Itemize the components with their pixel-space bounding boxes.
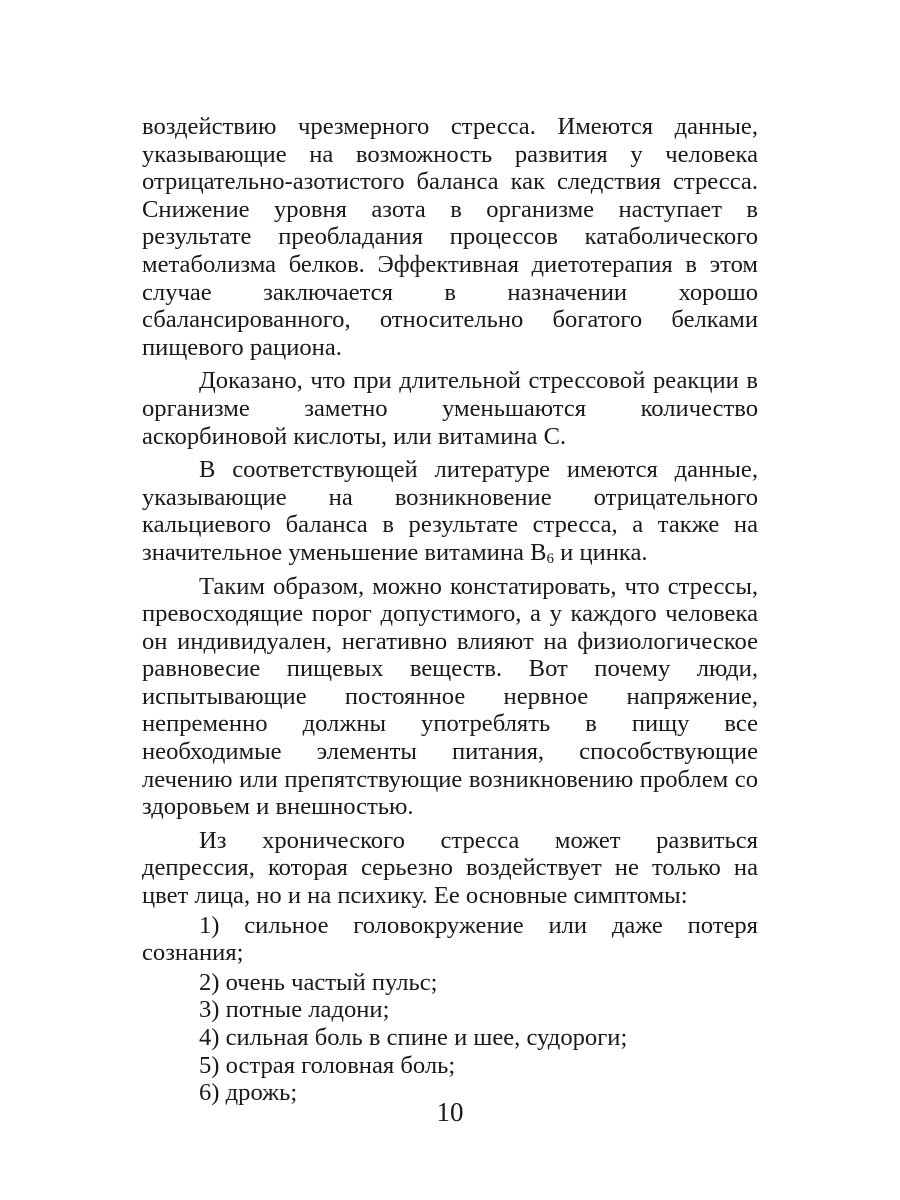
page-number: 10: [436, 1097, 464, 1127]
paragraph-ascorbic-acid: Доказано, что при длительной стрессовой реакции в организме заметно уменьшаются количество аскорбиновой кислоты, или витамина С.: [142, 367, 758, 450]
paragraph-depression: Из хронического стресса может развиться депрессия, которая серьезно воздействует не только на цвет лица, но и на психику. Ее основные симптомы:: [142, 826, 758, 910]
paragraph-calcium-text: В соответствующей литературе имеются данные, указывающие на возникновение отрицательного кальциевого баланса в результате стресса, а также на значительное уменьшение витамина В: [142, 456, 758, 566]
list-item: 6) дрожь;: [199, 1079, 298, 1107]
paragraph-calcium-tail: и цинка.: [553, 538, 648, 566]
list-item: 3) потные ладони;: [199, 996, 390, 1024]
list-item: 4) сильная боль в спине и шее, судороги;: [199, 1024, 628, 1051]
list-item: 2) очень частый пульс;: [199, 968, 438, 996]
paragraph-calcium-balance: [142, 456, 758, 566]
vitamin-subscript: 6: [546, 550, 554, 567]
symptom-list: [142, 912, 758, 1107]
paragraph-continuation: воздействию чрезмерного стресса. Имеются данные, указывающие на возможность развития у человека отрицательно-азотистого баланса как следствия стресса. Снижение уровня азота в организме наступает в результате преобладания процессов катаболического метаболизма белков. Эффективная диетотерапия в этом случае заключается в назначении хорошо сбалансированного, относительно богатого белками пищевого рациона.: [142, 113, 758, 361]
page-body: [142, 113, 758, 1107]
list-item: 1) сильное головокружение или даже потеря сознания;: [142, 911, 758, 967]
paragraph-conclusion: Таким образом, можно констатировать, что стрессы, превосходящие порог допустимого, а у каждого человека он индивидуален, негативно влияют на физиологическое равновесие пищевых веществ. Вот почему люди, испытывающие постоянное нервное напряжение, непременно должны употреблять в пищу все необходимые элементы питания, способствующие лечению или препятствующие возникновению проблем со здоровьем и внешностью.: [142, 572, 758, 821]
list-item: 5) острая головная боль;: [199, 1051, 456, 1079]
